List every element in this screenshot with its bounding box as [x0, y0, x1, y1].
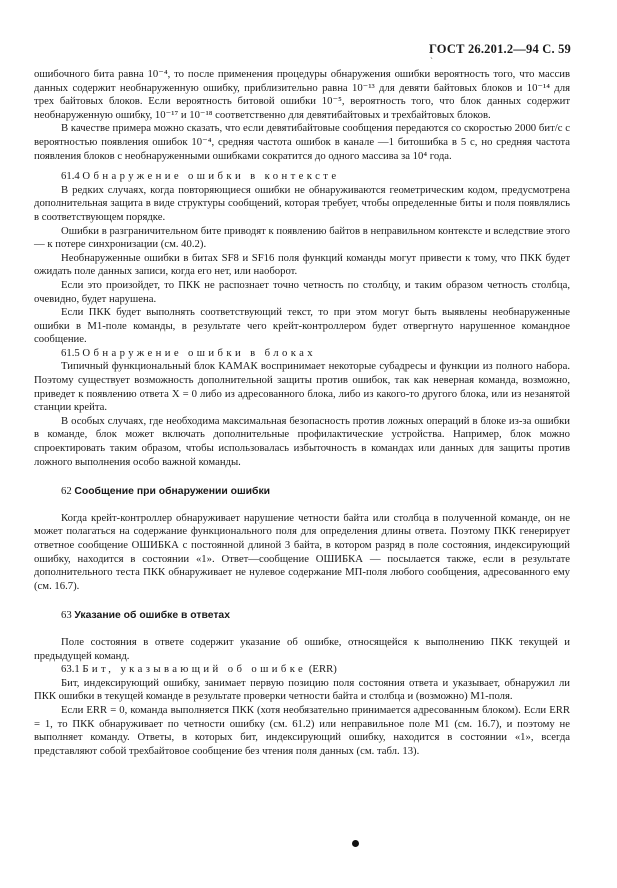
paragraph: Если ERR = 0, команда выполняется ПКК (хотя необязательно принимается адресованным блоком). Если ERR = 1, то ПКК обнаруживает по четности ошибку (см. 61.2) или неправильное поле М1 (см. 16.7), и поэтому не выполняет команду. Ответы, в которых бит, индексирующий ошибку, находится в состоянии «1», всегда представляют собой трехбайтовое сообщение без чтения поля данных (см. табл. 13).	[34, 703, 570, 757]
subsection-heading	[34, 663, 570, 677]
paragraph: Если это произойдет, то ПКК не распознает точно четность по столбцу, и таким образом четность столбца, очевидно, будет нарушена.	[34, 278, 570, 305]
running-header: ГОСТ 26.201.2—94 С. 59	[428, 42, 571, 56]
paragraph: ошибочного бита равна 10⁻⁴, то после применения процедуры обнаружения ошибки вероятность того, что массив данных содержит необнаруженную ошибку, приблизительно равна 10⁻¹³ для девяти байтовых блоков и 10⁻¹⁴ для трех байтовых блоков. Если вероятность битовой ошибки 10⁻⁵, вероятность того, что блок данных содержит необнаруженную ошибку, 10⁻¹⁷ и 10⁻¹⁸ соответственно для девятибайтовых и трехбайтовых блоков.	[34, 68, 570, 121]
subsection-title: Бит, указывающий об ошибке	[82, 663, 307, 676]
subsection-number: 61.4	[61, 170, 80, 183]
subsection-title: Обнаружение ошибки в контексте	[82, 170, 340, 183]
subsection-heading	[34, 347, 570, 361]
subsection-number: 61.5	[61, 346, 80, 359]
paragraph: Поле состояния в ответе содержит указание об ошибке, относящейся к выполнению ПКК текущей и предыдущей команд.	[34, 635, 570, 662]
stray-mark: ˋ	[430, 56, 433, 66]
section-heading	[61, 485, 570, 499]
subsection-number: 63.1	[61, 663, 80, 676]
section-title: Сообщение при обнаружении ошибки	[74, 486, 271, 498]
paragraph: Если ПКК будет выполнять соответствующий текст, то при этом могут быть выявлены необнаруженные ошибки в М1-поле команды, в результате чего крейт-контроллером будет отвергнуто нарушенное командное сообщение.	[34, 306, 570, 346]
subsection-heading	[34, 170, 570, 184]
paragraph: В качестве примера можно сказать, что если девятибайтовые сообщения передаются со скоростью 2000 бит/с с вероятностью появления ошибок 10⁻⁴, средняя частота ошибок в канале —1 битошибка в 5 с, но средняя частота появления блоков с необнаруженными ошибками сократится до одного массива за 10⁴ года.	[34, 122, 570, 162]
paragraph: В редких случаях, когда повторяющиеся ошибки не обнаруживаются геометрическим кодом, предусмотрена дополнительная защита в виде структуры сообщений, которая требует, чтобы определенные биты и поля появлялись в соответствующем порядке.	[34, 183, 570, 223]
section-heading	[61, 609, 570, 623]
paragraph: В особых случаях, где необходима максимальная безопасность против ложных операций в блоке из-за ошибки в команде, блок может включать дополнительные профилактические устройства. Например, блок можно спроектировать таким образом, чтобы использовалась избыточность в командах или данных для защиты против ложного выполнения особо важной команды.	[34, 414, 570, 468]
paragraph: Когда крейт-контроллер обнаруживает нарушение четности байта или столбца в полученной команде, он не может полагаться на содержание функционального поля для определения длины ответа. Поэтому ПКК генерирует ответное сообщение ОШИБКА с постоянной длиной 3 байта, в котором разряд в поле состояния, индексирующий ошибку, находится в состоянии «1». Ответ—сообщение ОШИБКА — посылается также, если в результате дополнительного теста ПКК обнаруживает не нулевое содержание МП-поля любого сообщения, адресованного ему (см. 16.7).	[34, 511, 570, 592]
subsection-title: Обнаружение ошибки в блоках	[82, 346, 317, 359]
paragraph: Бит, индексирующий ошибку, занимает первую позицию поля состояния ответа и указывает, обнаружил ли ПКК ошибки в текущей команде в результате проверки четности байта и столбца и (возможно) М1-поля.	[34, 676, 570, 703]
section-number: 62	[61, 485, 72, 498]
paragraph: Ошибки в разграничительном бите приводят к появлению байтов в неправильном контексте и вследствие этого — к потере синхронизации (см. 40.2).	[34, 224, 570, 251]
paragraph: Типичный функциональный блок КАМАК воспринимает некоторые субадресы и функции из полного набора. Поэтому существует возможность дополнительной защиты против ошибок, так как неверная команда, возможно, приведет к появлению ответа X = 0 либо из адресованного блока, либо из какого-то другого блока, или из незанятой станции крейта.	[34, 360, 570, 414]
bullet-mark	[352, 840, 359, 847]
section-number: 63	[61, 609, 72, 622]
paragraph: Необнаруженные ошибки в битах SF8 и SF16 поля функций команды могут привести к тому, что ПКК будет ожидать поле данных записи, когда его нет, или наоборот.	[34, 251, 570, 278]
subsection-abbr: (ERR)	[308, 663, 337, 676]
section-title: Указание об ошибке в ответах	[74, 610, 230, 622]
text-column	[34, 68, 570, 758]
